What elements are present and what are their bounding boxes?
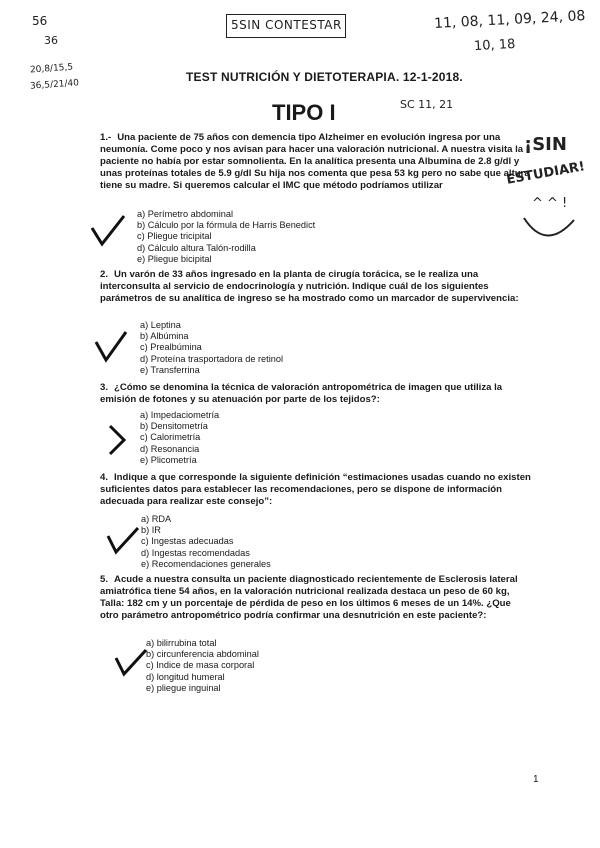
handwritten-sc-note: SC 11, 21 xyxy=(400,98,454,111)
checkmark-icon xyxy=(112,648,152,678)
question-text: Indique a que corresponde la siguiente definición “estimaciones usadas cuando no existen suficientes datos para establecer las recomendaciones, pero se dispone de información adecuada para realizar este consejo”: xyxy=(100,472,531,507)
option-d[interactable]: d) Cálculo altura Talón-rodilla xyxy=(137,242,256,253)
checkmark-icon xyxy=(104,526,144,556)
question-text: Una paciente de 75 años con demencia tipo Alzheimer en evolución ingresa por una neumonía. Come poco y nos avisan para hacer una valoración nutricional. A nuestra visita la paciente no había por estar somnolienta. En la analítica presenta una Albumina de 2.8 g/dl y unas proteínas totales de 5.9 g/dl Su hija nos comenta que pesa 53 kg pero no sabe que altura tiene su madre. Si queremos calcular el IMC que método podríamos utilizar xyxy=(100,132,530,191)
smiley-mouth-icon xyxy=(518,210,578,250)
option-c[interactable]: c) Pliegue tricipital xyxy=(137,231,212,242)
question-text: ¿Cómo se denomina la técnica de valoración antropométrica de imagen que utiliza la emisión de fotones y su atenuación por parte de los tejidos?: xyxy=(100,382,503,405)
handwritten-margin-estudiar: ESTUDIAR! xyxy=(505,159,586,188)
option-c[interactable]: c) Calorimetría xyxy=(140,432,201,443)
option-a[interactable]: a) Impedaciometría xyxy=(140,410,220,420)
question-number: 5. xyxy=(100,574,109,585)
question-number: 4. xyxy=(100,472,109,483)
question-4 xyxy=(100,472,532,508)
handwritten-sin-contestar: 5SIN CONTESTAR xyxy=(231,18,342,32)
question-5 xyxy=(100,574,532,622)
option-b[interactable]: b) Densitometría xyxy=(140,421,208,432)
option-e[interactable]: e) pliegue inguinal xyxy=(146,682,221,693)
option-b[interactable]: b) Albúmina xyxy=(140,331,189,342)
option-e[interactable]: e) Recomendaciones generales xyxy=(141,558,271,569)
option-e[interactable]: e) Pliegue bicipital xyxy=(137,253,212,264)
handwritten-note-score-2: 36,5/21/40 xyxy=(29,78,80,92)
checkmark-icon xyxy=(88,214,128,248)
question-3 xyxy=(100,382,532,406)
question-1 xyxy=(100,132,532,192)
question-4-options xyxy=(141,514,271,570)
exam-type: TIPO I xyxy=(272,100,336,125)
option-e[interactable]: e) Plicometría xyxy=(140,454,197,465)
question-number: 1.- xyxy=(100,132,112,143)
question-2 xyxy=(100,269,532,305)
checkmark-icon xyxy=(92,330,132,364)
option-b[interactable]: b) circunferencia abdominal xyxy=(146,649,259,660)
handwritten-smiley-eyes: ^ ^ ! xyxy=(532,196,568,211)
question-3-options xyxy=(140,410,219,466)
question-number: 3. xyxy=(100,382,109,393)
option-d[interactable]: d) Resonancia xyxy=(140,443,200,454)
handwritten-margin-sin: ¡SIN xyxy=(524,134,567,155)
page-number: 1 xyxy=(533,774,539,785)
option-d[interactable]: d) Ingestas recomendadas xyxy=(141,547,250,558)
handwritten-note-score-1: 20,8/15,5 xyxy=(29,62,74,76)
question-text: Un varón de 33 años ingresado en la planta de cirugía torácica, se le realiza una interconsulta al servicio de endocrinología y nutrición. Indique cuál de los siguientes parámetros de su analítica de ingreso se ha mostrado como un marcador de supervivencia: xyxy=(100,269,519,304)
question-number: 2. xyxy=(100,269,109,280)
option-b[interactable]: b) IR xyxy=(141,525,161,536)
option-b[interactable]: b) Cálculo por la fórmula de Harris Benedict xyxy=(137,220,316,231)
option-c[interactable]: c) Indice de masa corporal xyxy=(146,660,255,671)
option-d[interactable]: d) Proteína trasportadora de retinol xyxy=(140,353,283,364)
exam-title: TEST NUTRICIÓN Y DIETOTERAPIA. 12-1-2018. xyxy=(186,70,463,84)
handwritten-top-right-2: 10, 18 xyxy=(473,36,516,55)
option-a[interactable]: a) Leptina xyxy=(140,320,181,330)
question-5-options xyxy=(146,638,259,694)
cross-mark-icon xyxy=(104,422,134,458)
option-a[interactable]: a) Perímetro abdominal xyxy=(137,209,234,219)
option-a[interactable]: a) bilirrubina total xyxy=(146,638,217,648)
option-c[interactable]: c) Ingestas adecuadas xyxy=(141,536,234,547)
option-a[interactable]: a) RDA xyxy=(141,514,172,524)
question-text: Acude a nuestra consulta un paciente diagnosticado recientemente de Esclerosis lateral amiatrófica tiene 54 años, en la valoración nutricional realizada destaca un peso de 60 kg, Talla: 182 cm y un porcentaje de pérdida de peso en los últimos 6 meses de un 14%. ¿Que otro parámetro antropométrico podría confirmar una desnutrición en este paciente?: xyxy=(100,574,518,621)
question-2-options xyxy=(140,320,283,376)
question-1-options xyxy=(137,209,315,265)
option-c[interactable]: c) Prealbúmina xyxy=(140,342,202,353)
option-d[interactable]: d) longitud humeral xyxy=(146,671,225,682)
handwritten-note-56: 56 xyxy=(32,14,48,28)
handwritten-note-36: 36 xyxy=(44,34,58,47)
handwritten-top-right-1: 11, 08, 11, 09, 24, 08 xyxy=(433,8,586,32)
option-e[interactable]: e) Transferrina xyxy=(140,364,200,375)
